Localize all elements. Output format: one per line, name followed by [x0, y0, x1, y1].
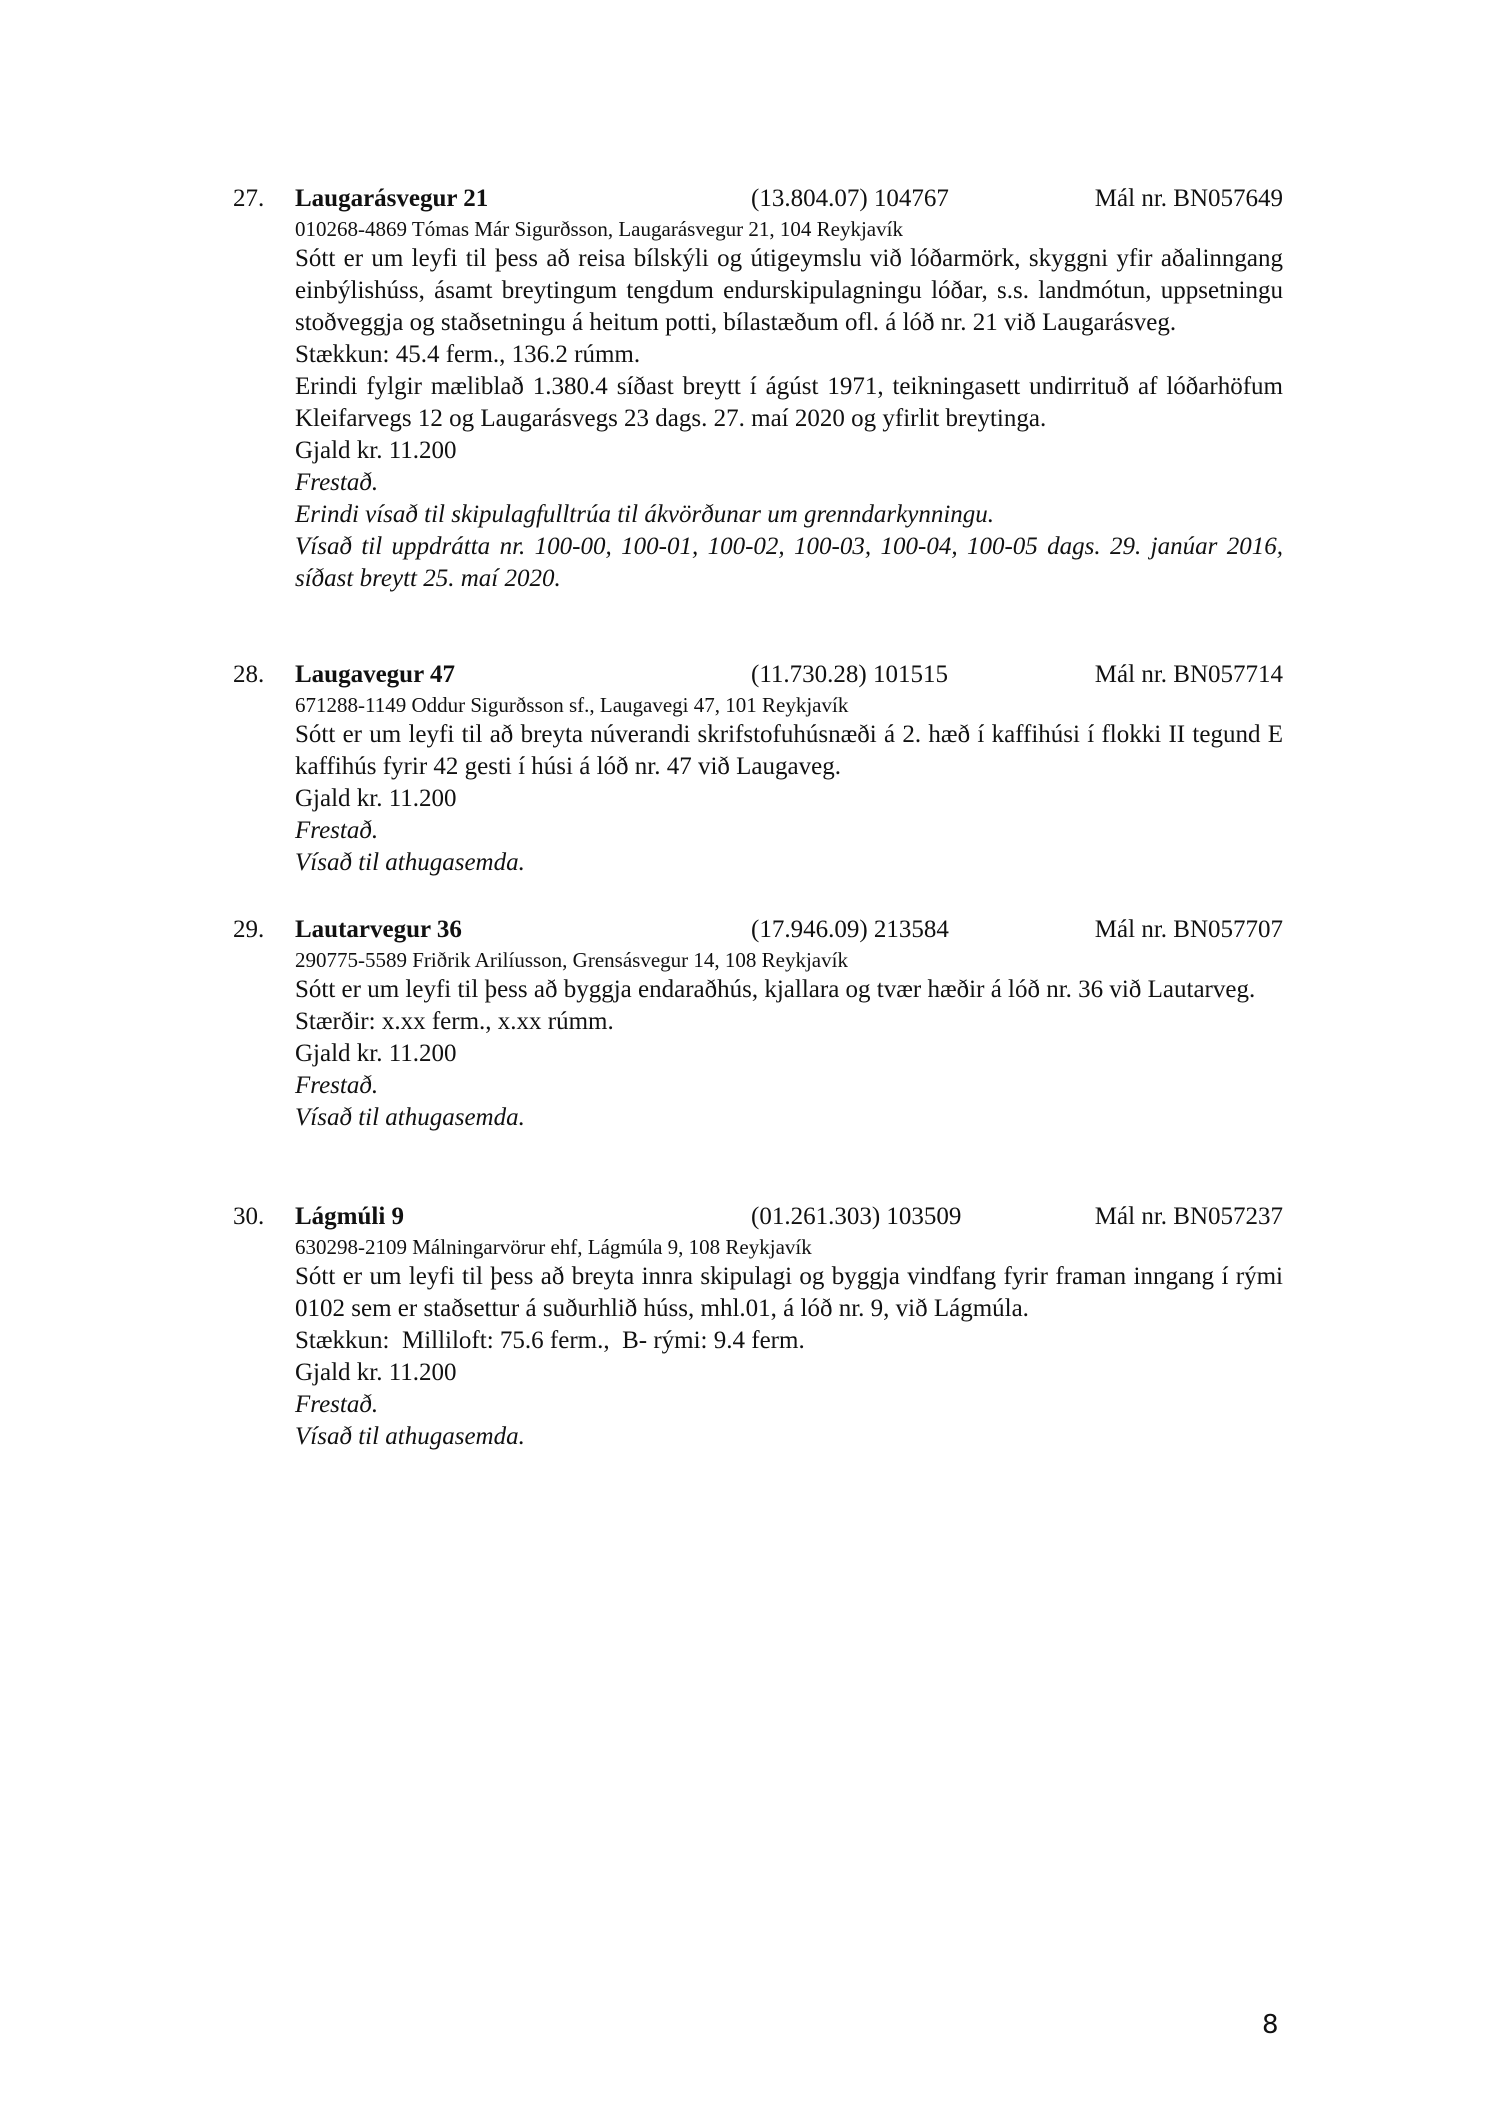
entry-case-number: Mál nr. BN057649	[1094, 185, 1283, 212]
entry-address: Laugavegur 47	[295, 661, 455, 688]
entry-note: Vísað til athugasemda.	[295, 1423, 525, 1450]
entry-note: Vísað til athugasemda.	[295, 1104, 525, 1131]
entry-fee: Gjald kr. 11.200	[295, 1359, 457, 1386]
entry-applicant: 290775-5589 Friðrik Arilíusson, Grensásvegur 14, 108 Reykjavík	[295, 948, 848, 972]
entry-reference: (17.946.09) 213584	[751, 916, 949, 943]
entry-number: 27.	[233, 185, 265, 212]
entry-number: 28.	[233, 661, 265, 688]
entry-note: Vísað til uppdrátta nr. 100-00, 100-01, 100-02, 100-03, 100-04, 100-05 dags. 29. janúar 2016, síðast breytt 25. maí 2020.	[295, 533, 1283, 592]
entry-size: Stærðir: x.xx ferm., x.xx rúmm.	[295, 1008, 614, 1035]
entry-applicant: 630298-2109 Málningarvörur ehf, Lágmúla 9, 108 Reykjavík	[295, 1235, 812, 1259]
entry-description: Sótt er um leyfi til að breyta núverandi skrifstofuhúsnæði á 2. hæð í kaffihúsi í flokki II tegund E kaffihús fyrir 42 gesti í húsi á lóð nr. 47 við Laugaveg.	[295, 721, 1283, 780]
entry-size: Stækkun: Milliloft: 75.6 ferm., B- rými: 9.4 ferm.	[295, 1327, 805, 1354]
entry-case-number: Mál nr. BN057714	[1094, 661, 1283, 688]
entry-fee: Gjald kr. 11.200	[295, 785, 457, 812]
entry-case-number: Mál nr. BN057707	[1094, 916, 1283, 943]
entry-description: Sótt er um leyfi til þess að reisa bílskýli og útigeymslu við lóðarmörk, skyggni yfir aðalinngang einbýlishúss, ásamt breytingum tengdum endurskipulagningu lóðar, s.s. landmótun, uppsetningu stoðveggja og staðsetningu á heitum potti, bílastæðum ofl. á lóð nr. 21 við Laugarásveg.	[295, 245, 1283, 336]
entry-header	[233, 1200, 1283, 1234]
entry-reference: (11.730.28) 101515	[751, 661, 948, 688]
entry-applicant: 671288-1149 Oddur Sigurðsson sf., Laugavegi 47, 101 Reykjavík	[295, 693, 849, 717]
entry-note: Erindi vísað til skipulagfulltrúa til ákvörðunar um grenndarkynningu.	[295, 501, 995, 528]
entry-description: Sótt er um leyfi til þess að breyta innra skipulagi og byggja vindfang fyrir framan inngang í rými 0102 sem er staðsettur á suðurhlið húss, mhl.01, á lóð nr. 9, við Lágmúla.	[295, 1263, 1283, 1322]
case-entry-30	[233, 1200, 1283, 1453]
case-entry-28	[233, 658, 1283, 879]
entry-header	[233, 913, 1283, 947]
entry-description: Sótt er um leyfi til þess að byggja endaraðhús, kjallara og tvær hæðir á lóð nr. 36 við Lautarveg.	[295, 976, 1256, 1003]
entry-status: Frestað.	[295, 817, 379, 844]
entry-header	[233, 182, 1283, 216]
entry-header	[233, 658, 1283, 692]
entry-reference: (01.261.303) 103509	[751, 1203, 962, 1230]
entry-address: Lágmúli 9	[295, 1203, 405, 1230]
entry-note: Vísað til athugasemda.	[295, 849, 525, 876]
entry-number: 29.	[233, 916, 265, 943]
entry-status: Frestað.	[295, 469, 379, 496]
case-entry-29	[233, 913, 1283, 1134]
entry-body	[295, 947, 1283, 1134]
case-entry-27	[233, 182, 1283, 595]
entry-body	[295, 1234, 1283, 1453]
page-number: 8	[1262, 2010, 1279, 2040]
entry-status: Frestað.	[295, 1072, 379, 1099]
entry-address: Laugarásvegur 21	[295, 185, 489, 212]
entry-status: Frestað.	[295, 1391, 379, 1418]
entry-fee: Gjald kr. 11.200	[295, 1040, 457, 1067]
entry-fee: Gjald kr. 11.200	[295, 437, 457, 464]
entry-applicant: 010268-4869 Tómas Már Sigurðsson, Laugarásvegur 21, 104 Reykjavík	[295, 217, 903, 241]
entry-body	[295, 216, 1283, 595]
entry-attachments: Erindi fylgir mæliblað 1.380.4 síðast breytt í ágúst 1971, teikningasett undirrituð af lóðarhöfum Kleifarvegs 12 og Laugarásvegs 23 dags. 27. maí 2020 og yfirlit breytinga.	[295, 373, 1283, 432]
entry-body	[295, 692, 1283, 879]
entry-number: 30.	[233, 1203, 265, 1230]
entry-reference: (13.804.07) 104767	[751, 185, 949, 212]
entry-case-number: Mál nr. BN057237	[1094, 1203, 1283, 1230]
entry-size: Stækkun: 45.4 ferm., 136.2 rúmm.	[295, 341, 641, 368]
entry-address: Lautarvegur 36	[295, 916, 462, 943]
